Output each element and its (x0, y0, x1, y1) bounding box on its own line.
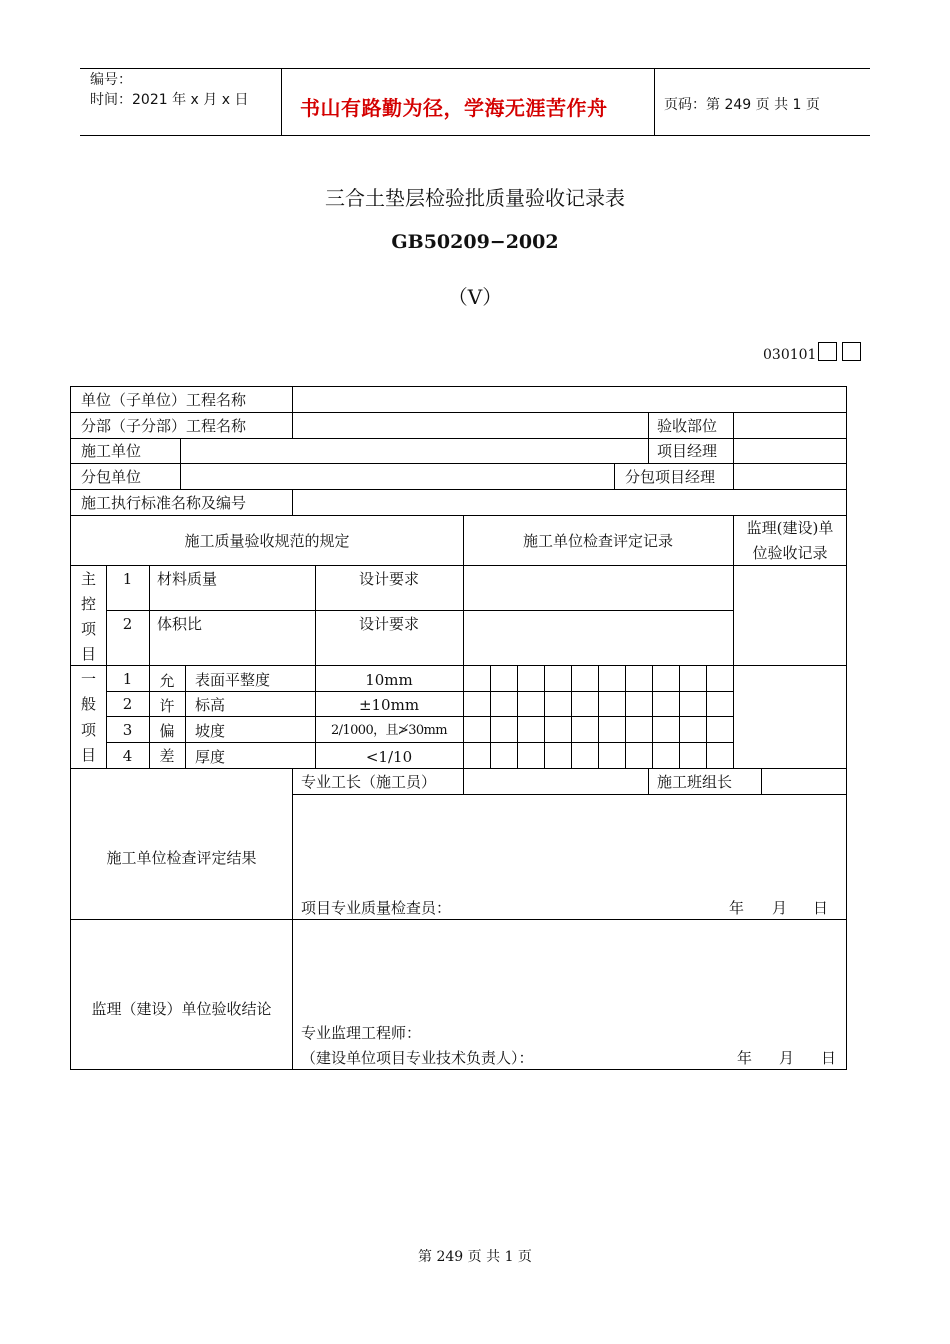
header-check-record: 施工单位检查评定记录 (522, 532, 673, 550)
col-rule (463, 515, 464, 768)
part-number: （Ⅴ） (447, 285, 503, 309)
general-item-no: 4 (122, 747, 133, 765)
row-rule (71, 565, 847, 566)
header-motto: 书山有路勤为径，学海无涯苦作舟 (300, 96, 608, 120)
header-top-rule (80, 68, 870, 69)
date-day: 日 (813, 899, 829, 917)
grid-rule (544, 665, 545, 768)
general-item-value: <1/10 (365, 748, 413, 766)
general-item-name: 坡度 (195, 722, 226, 740)
col-rule (761, 768, 762, 794)
general-char: 一 (80, 670, 96, 688)
acceptance-record-table (70, 386, 847, 1070)
row-rule (292, 794, 847, 795)
main-item-no: 2 (122, 615, 133, 633)
row-rule (71, 665, 847, 666)
date-year: 年 (737, 1049, 753, 1067)
row-rule (106, 742, 734, 743)
label-acceptance-part: 验收部位 (657, 417, 718, 435)
general-item-value: 10mm (365, 671, 413, 689)
general-char: 目 (80, 746, 96, 764)
tolerance-char: 差 (159, 747, 175, 765)
header-divider (281, 68, 282, 136)
row-rule (71, 768, 847, 769)
row-rule (106, 610, 734, 611)
header-bottom-rule (80, 135, 870, 136)
header-time: 时间：2021 年 x 月 x 日 (90, 92, 249, 108)
main-control-char: 主 (80, 570, 96, 588)
grid-rule (625, 665, 626, 768)
date-year: 年 (729, 899, 745, 917)
col-rule (614, 463, 615, 489)
tolerance-char: 允 (159, 672, 175, 690)
label-subcontract-manager: 分包项目经理 (625, 468, 716, 486)
row-rule (106, 691, 734, 692)
form-code: 030101 (763, 347, 817, 363)
col-rule (292, 489, 293, 515)
col-rule (292, 387, 293, 412)
header-supervision-2: 位验收记录 (752, 544, 828, 562)
label-subcontract-unit: 分包单位 (81, 468, 142, 486)
row-rule (71, 515, 847, 516)
col-rule (733, 412, 734, 438)
code-box (842, 342, 861, 361)
label-team-leader: 施工班组长 (657, 773, 733, 791)
date-month: 月 (772, 899, 788, 917)
grid-rule (598, 665, 599, 768)
general-item-name: 标高 (195, 696, 226, 714)
grid-rule (652, 665, 653, 768)
col-rule (733, 438, 734, 463)
general-item-no: 3 (122, 721, 133, 739)
label-foreman: 专业工长（施工员） (301, 773, 437, 791)
label-sub-project: 分部（子分部）工程名称 (81, 417, 247, 435)
main-control-char: 控 (80, 595, 96, 613)
label-project-manager: 项目经理 (657, 442, 718, 460)
label-owner-tech-lead: （建设单位项目专业技术负责人）： (301, 1049, 534, 1067)
main-item-no: 1 (122, 570, 133, 588)
label-construction-unit: 施工单位 (81, 442, 142, 460)
document-title: 三合土垫层检验批质量验收记录表 (325, 186, 625, 210)
header-page: 页码：第 249 页 共 1 页 (664, 97, 820, 113)
general-char: 项 (80, 721, 96, 739)
col-rule (292, 412, 293, 438)
footer-page: 第 249 页 共 1 页 (418, 1249, 532, 1265)
main-control-char: 目 (80, 645, 96, 663)
row-rule (71, 438, 847, 439)
col-rule (180, 438, 181, 463)
main-item-name: 材料质量 (157, 570, 218, 588)
grid-rule (706, 665, 707, 768)
col-rule (292, 768, 293, 1070)
row-rule (71, 412, 847, 413)
general-item-no: 2 (122, 695, 133, 713)
general-item-name: 表面平整度 (195, 671, 271, 689)
general-item-name: 厚度 (195, 748, 226, 766)
row-rule (71, 489, 847, 490)
label-check-result: 施工单位检查评定结果 (106, 849, 257, 867)
main-control-char: 项 (80, 620, 96, 638)
col-rule (648, 438, 649, 463)
general-char: 般 (80, 695, 96, 713)
general-item-value: ±10mm (358, 696, 420, 714)
header-divider (654, 68, 655, 136)
col-rule (463, 768, 464, 794)
row-rule (106, 716, 734, 717)
col-rule (648, 768, 649, 794)
date-month: 月 (779, 1049, 795, 1067)
row-rule (71, 463, 847, 464)
grid-rule (517, 665, 518, 768)
col-rule (648, 412, 649, 438)
grid-rule (571, 665, 572, 768)
main-item-req: 设计要求 (358, 615, 419, 633)
label-quality-inspector: 项目专业质量检查员： (301, 899, 452, 917)
tolerance-char: 许 (159, 697, 175, 715)
label-standard-name: 施工执行标准名称及编号 (81, 494, 247, 512)
col-rule (733, 463, 734, 489)
code-box (818, 342, 837, 361)
main-item-name: 体积比 (157, 615, 203, 633)
date-day: 日 (821, 1049, 837, 1067)
label-supervision-conclusion: 监理（建设）单位验收结论 (91, 1000, 272, 1018)
general-item-no: 1 (122, 670, 133, 688)
header-supervision-1: 监理(建设)单 (746, 519, 834, 537)
col-rule (180, 463, 181, 489)
grid-rule (679, 665, 680, 768)
header-spec: 施工质量验收规范的规定 (184, 532, 350, 550)
row-rule (71, 919, 847, 920)
label-unit-project: 单位（子单位）工程名称 (81, 391, 247, 409)
general-item-value: 2/1000，且≯30mm (330, 723, 448, 738)
col-rule (185, 665, 186, 768)
tolerance-char: 偏 (159, 722, 175, 740)
standard-code: GB50209−2002 (391, 231, 559, 253)
label-supervision-engineer: 专业监理工程师： (301, 1024, 422, 1042)
header-number: 编号： (90, 72, 132, 88)
grid-rule (490, 665, 491, 768)
main-item-req: 设计要求 (358, 570, 419, 588)
